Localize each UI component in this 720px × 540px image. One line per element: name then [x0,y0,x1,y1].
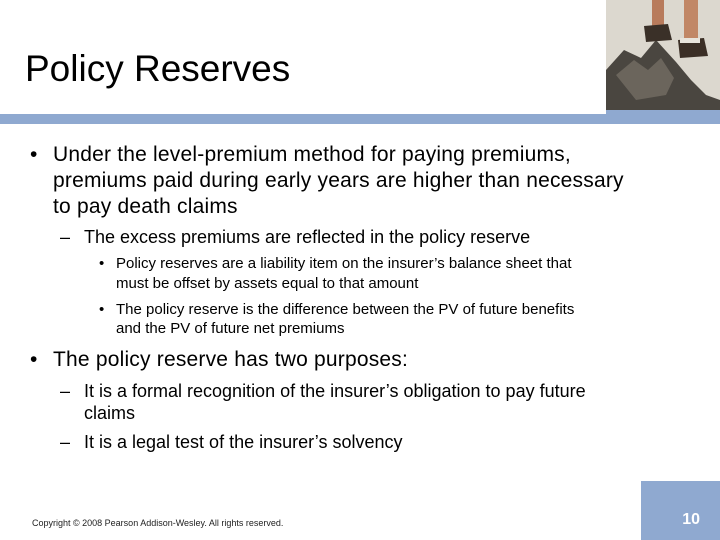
hiker-photo [606,0,720,114]
title-divider-accent [606,110,720,124]
sub-bullet-text: The excess premiums are reflected in the policy reserve [84,227,531,247]
sub-sub-bullet-text: and the PV of future net premiums [116,320,345,337]
sub-sub-bullet-marker: • [99,255,105,272]
bullet-text: to pay death claims [53,195,238,218]
sub-sub-bullet-marker: • [99,301,105,318]
sub-sub-bullet-text: Policy reserves are a liability item on the insurer’s balance sheet that [116,255,572,272]
bullet-marker: • [30,143,38,166]
bullet-text: Under the level-premium method for paying premiums, [53,143,571,166]
page-number: 10 [682,511,700,528]
slide-title: Policy Reserves [25,48,291,89]
sub-sub-bullet-text: The policy reserve is the difference between the PV of future benefits [116,301,575,318]
sub-bullet-text: It is a legal test of the insurer’s solvency [84,432,403,452]
sub-bullet-marker: – [60,432,71,452]
sub-bullet-text: It is a formal recognition of the insurer’s obligation to pay future [84,381,586,401]
sub-sub-bullet-text: must be offset by assets equal to that amount [116,275,419,292]
sub-bullet-text: claims [84,403,136,423]
bullet-marker: • [30,348,38,371]
sub-bullet-marker: – [60,381,71,401]
bullet-text: premiums paid during early years are higher than necessary [53,169,624,192]
copyright-footer: Copyright © 2008 Pearson Addison-Wesley. All rights reserved. [32,518,284,528]
sub-bullet-marker: – [60,227,71,247]
page-number-box [641,481,720,540]
bullet-text: The policy reserve has two purposes: [53,348,409,371]
